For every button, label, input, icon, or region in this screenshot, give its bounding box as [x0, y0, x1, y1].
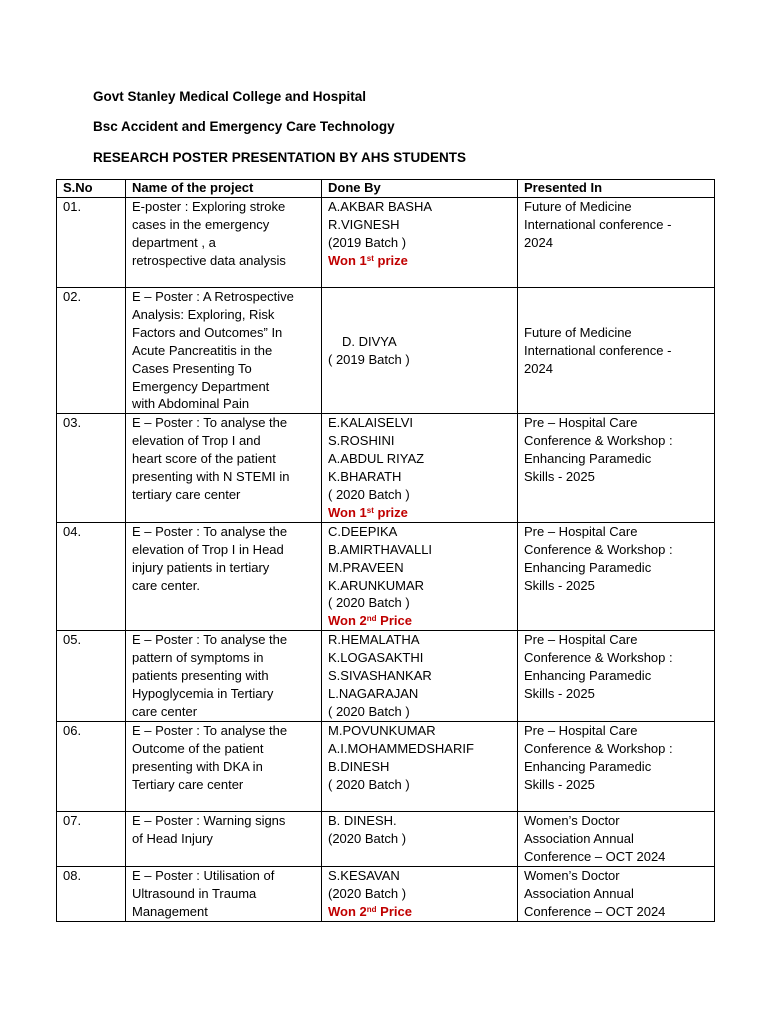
project-name-line: care center. — [132, 577, 200, 593]
row-project-name — [126, 812, 322, 867]
prize-ordinal-suffix: nd — [366, 904, 377, 914]
presented-in-line: Conference – OCT 2024 — [524, 903, 666, 919]
row-sno: 03. — [57, 414, 126, 522]
presented-in-line: Pre – Hospital Care — [524, 415, 638, 431]
done-by-line: A.I.MOHAMMEDSHARIF — [328, 741, 474, 757]
header-done-by: Done By — [322, 180, 518, 198]
row-project-name — [126, 414, 322, 522]
done-by-line: M.PRAVEEN — [328, 559, 404, 575]
row-done-by — [322, 866, 518, 921]
project-name-line: E – Poster : To analyse the — [132, 415, 288, 431]
row-done-by — [322, 812, 518, 867]
row-done-by — [322, 631, 518, 722]
table-row — [57, 722, 715, 812]
presented-in-line: Skills - 2025 — [524, 685, 595, 701]
done-by-line: (2020 Batch ) — [328, 885, 407, 901]
row-done-by — [322, 288, 518, 414]
done-by-line: ( 2020 Batch ) — [328, 595, 410, 611]
prize-word: prize — [373, 504, 408, 520]
project-name-line: Factors and Outcomes” In — [132, 324, 283, 340]
project-name-line: E – Poster : To analyse the — [132, 723, 288, 739]
project-name-line: E – Poster : Warning signs — [132, 813, 286, 829]
presented-in-line: Conference & Workshop : — [524, 650, 673, 666]
poster-presentation-table — [56, 179, 715, 922]
table-row — [57, 631, 715, 722]
presented-in-line: Pre – Hospital Care — [524, 632, 638, 648]
row-presented-in — [518, 631, 715, 722]
project-name-line: presenting with N STEMI in — [132, 469, 290, 485]
done-by-line: M.POVUNKUMAR — [328, 723, 436, 739]
done-by-line: K.ARUNKUMAR — [328, 577, 425, 593]
project-name-line: Tertiary care center — [132, 776, 244, 792]
college-name: Govt Stanley Medical College and Hospital — [93, 89, 367, 104]
row-project-name — [126, 631, 322, 722]
presented-in-line: Enhancing Paramedic — [524, 451, 652, 467]
prize-text: Won 1 — [328, 504, 367, 520]
row-presented-in — [518, 866, 715, 921]
presented-in-line: Women’s Doctor — [524, 813, 620, 829]
prize-text: Won 2 — [328, 903, 367, 919]
prize-label — [328, 252, 517, 270]
project-name-line: Emergency Department — [132, 378, 270, 394]
project-name-line: tertiary care center — [132, 486, 241, 502]
project-name-line: patients presenting with — [132, 668, 269, 684]
prize-text: Won 2 — [328, 613, 367, 629]
row-sno: 08. — [57, 866, 126, 921]
project-name-line: cases in the emergency — [132, 216, 270, 232]
done-by-line: S.ROSHINI — [328, 433, 395, 449]
row-presented-in — [518, 722, 715, 812]
done-by-line: (2020 Batch ) — [328, 831, 407, 847]
document-title: RESEARCH POSTER PRESENTATION BY AHS STUDENTS — [93, 150, 467, 165]
project-name-line: presenting with DKA in — [132, 759, 263, 775]
presented-in-line: Conference – OCT 2024 — [524, 849, 666, 865]
presented-in-line: Future of Medicine — [524, 199, 632, 214]
done-by-line: S.SIVASHANKAR — [328, 668, 432, 684]
prize-ordinal-suffix: nd — [366, 614, 377, 624]
prize-text: Won 1 — [328, 252, 367, 268]
row-sno: 02. — [57, 288, 126, 414]
project-name-line: Management — [132, 903, 208, 919]
presented-in-line: International conference - — [524, 216, 672, 232]
done-by-line: ( 2020 Batch ) — [328, 703, 410, 719]
presented-in-line: Association Annual — [524, 885, 634, 901]
row-done-by — [322, 522, 518, 630]
presented-in-line: Skills - 2025 — [524, 577, 595, 593]
row-project-name — [126, 288, 322, 414]
header-project: Name of the project — [126, 180, 322, 198]
done-by-line: C.DEEPIKA — [328, 523, 398, 539]
row-project-name — [126, 722, 322, 812]
table-row — [57, 198, 715, 288]
table-row — [57, 288, 715, 414]
header-sno: S.No — [57, 180, 126, 198]
project-name-line: care center — [132, 703, 198, 719]
done-by-line: ( 2020 Batch ) — [328, 776, 410, 792]
table-header-row — [57, 180, 715, 198]
project-name-line: Outcome of the patient — [132, 741, 264, 757]
prize-ordinal-suffix: st — [366, 253, 374, 263]
table-row — [57, 866, 715, 921]
row-sno: 01. — [57, 198, 126, 288]
presented-in-line: Future of Medicine — [524, 324, 632, 340]
row-done-by — [322, 414, 518, 522]
prize-word: prize — [373, 252, 408, 268]
presented-in-line: International conference - — [524, 342, 672, 358]
project-name-line: of Head Injury — [132, 831, 213, 847]
done-by-line: A.ABDUL RIYAZ — [328, 451, 425, 467]
row-done-by — [322, 722, 518, 812]
row-presented-in — [518, 812, 715, 867]
presented-in-line: Pre – Hospital Care — [524, 523, 638, 539]
presented-in-line: Skills - 2025 — [524, 469, 595, 485]
done-by-line: (2019 Batch ) — [328, 234, 407, 250]
project-name-line: Hypoglycemia in Tertiary — [132, 685, 274, 701]
project-name-line: Cases Presenting To — [132, 360, 252, 376]
presented-in-line: Association Annual — [524, 831, 634, 847]
presented-in-line: Enhancing Paramedic — [524, 559, 652, 575]
done-by-line: E.KALAISELVI — [328, 415, 414, 431]
done-by-line: ( 2020 Batch ) — [328, 486, 410, 502]
presented-in-line: 2024 — [524, 234, 553, 250]
row-sno: 04. — [57, 522, 126, 630]
presented-in-line: Women’s Doctor — [524, 867, 620, 883]
project-name-line: E – Poster : Utilisation of — [132, 867, 275, 883]
presented-in-line: Enhancing Paramedic — [524, 759, 652, 775]
done-by-line: B.DINESH — [328, 759, 390, 775]
header-presented-in: Presented In — [518, 180, 715, 198]
prize-word: Price — [376, 613, 412, 629]
row-done-by — [322, 198, 518, 288]
done-by-line: D. DIVYA — [342, 333, 397, 349]
prize-label — [328, 903, 517, 921]
row-project-name — [126, 198, 322, 288]
presented-in-line: 2024 — [524, 360, 553, 376]
project-name-line: E-poster : Exploring stroke — [132, 199, 286, 214]
table-row — [57, 414, 715, 522]
project-name-line: elevation of Trop I and — [132, 433, 261, 449]
row-presented-in — [518, 414, 715, 522]
row-project-name — [126, 522, 322, 630]
done-by-line: R.VIGNESH — [328, 216, 400, 232]
row-presented-in — [518, 522, 715, 630]
done-by-line: L.NAGARAJAN — [328, 685, 419, 701]
row-sno: 06. — [57, 722, 126, 812]
course-name: Bsc Accident and Emergency Care Technology — [93, 119, 395, 134]
project-name-line: E – Poster : To analyse the — [132, 523, 288, 539]
presented-in-line: Conference & Workshop : — [524, 433, 673, 449]
done-by-line: K.BHARATH — [328, 469, 402, 485]
done-by-line: B.AMIRTHAVALLI — [328, 541, 433, 557]
done-by-line: ( 2019 Batch ) — [328, 351, 410, 367]
done-by-line: B. DINESH. — [328, 813, 397, 829]
project-name-line: E – Poster : To analyse the — [132, 632, 288, 648]
project-name-line: Acute Pancreatitis in the — [132, 342, 273, 358]
project-name-line: with Abdominal Pain — [132, 396, 250, 412]
project-name-line: E – Poster : A Retrospective — [132, 289, 294, 304]
presented-in-line: Conference & Workshop : — [524, 741, 673, 757]
done-by-line: K.LOGASAKTHI — [328, 650, 424, 666]
done-by-line: A.AKBAR BASHA — [328, 199, 433, 214]
prize-word: Price — [376, 903, 412, 919]
row-sno: 07. — [57, 812, 126, 867]
project-name-line: retrospective data analysis — [132, 252, 286, 268]
table-row — [57, 812, 715, 867]
done-by-line: R.HEMALATHA — [328, 632, 420, 648]
project-name-line: Analysis: Exploring, Risk — [132, 306, 275, 322]
row-presented-in — [518, 198, 715, 288]
row-presented-in — [518, 288, 715, 414]
table-row — [57, 522, 715, 630]
prize-ordinal-suffix: st — [366, 505, 374, 515]
project-name-line: pattern of symptoms in — [132, 650, 264, 666]
project-name-line: injury patients in tertiary — [132, 559, 270, 575]
presented-in-line: Pre – Hospital Care — [524, 723, 638, 739]
project-name-line: elevation of Trop I in Head — [132, 541, 284, 557]
presented-in-line: Skills - 2025 — [524, 776, 595, 792]
done-by-line: S.KESAVAN — [328, 867, 400, 883]
row-project-name — [126, 866, 322, 921]
prize-label — [328, 504, 517, 522]
project-name-line: Ultrasound in Trauma — [132, 885, 257, 901]
presented-in-line: Conference & Workshop : — [524, 541, 673, 557]
row-sno: 05. — [57, 631, 126, 722]
project-name-line: department , a — [132, 234, 216, 250]
project-name-line: heart score of the patient — [132, 451, 276, 467]
prize-label — [328, 612, 517, 630]
presented-in-line: Enhancing Paramedic — [524, 668, 652, 684]
